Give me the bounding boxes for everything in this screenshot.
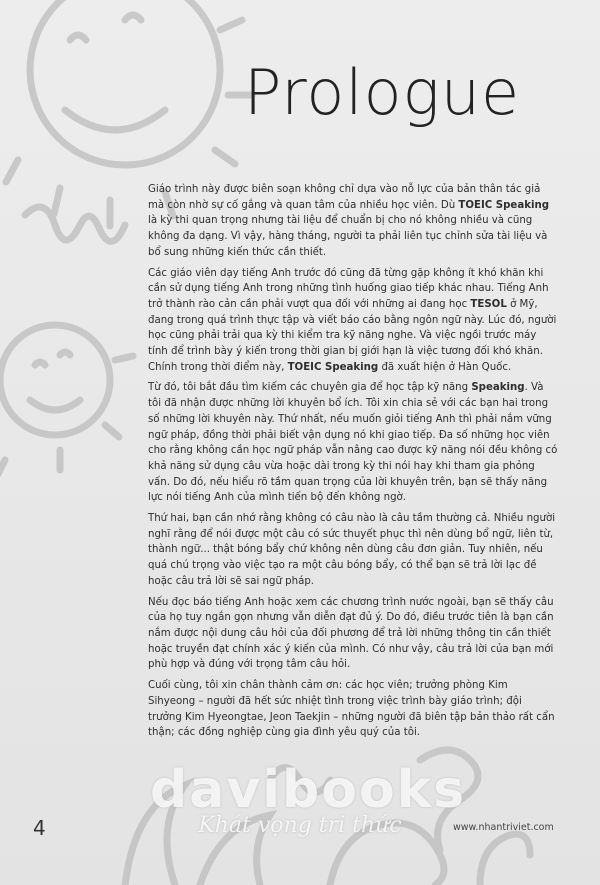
paragraph [148, 511, 558, 590]
text-run: đã xuất hiện ở Hàn Quốc. [378, 361, 512, 373]
text-run: là kỳ thi quan trọng nhưng tài liệu để chuẩn bị cho nó không nhiều và cũng không đa dạng. Vì vậy, hàng tháng, người ta phải liên tục chỉnh sửa tài liệu và bổ sung những kiến thức cần thiết. [148, 215, 548, 258]
paragraph [148, 678, 558, 741]
text-run: Các giáo viên dạy tiếng Anh trước đó cũng đã từng gặp không ít khó khăn khi cần sử dụng tiếng Anh trong những tình huống giao tiếp khác nhau. Tiếng Anh trở thành rào cản cần phải vượt qua đối với những ai đang học [148, 267, 549, 310]
text-run: Từ đó, tôi bắt đầu tìm kiếm các chuyên gia để học tập kỹ năng [148, 382, 472, 394]
watermark-slogan: Khát vọng tri thức [198, 813, 402, 838]
bold-term: TOEIC Speaking [287, 361, 379, 373]
page-title: Prologue [244, 56, 521, 129]
bold-term: Speaking [471, 382, 525, 394]
bold-term: TOEIC Speaking [458, 199, 550, 211]
text-run: Nếu đọc báo tiếng Anh hoặc xem các chương trình nước ngoài, bạn sẽ thấy câu của họ tuy ngắn gọn nhưng vẫn diễn đạt đủ ý. Do đó, điều trước tiên là bạn cần nắm được nội dung câu hỏi của đối phương để trả lời những thông tin cần thiết hoặc truyền đạt chính xác ý kiến của mình. Có như vậy, câu trả lời của bạn mới phù hợp và đúng với trọng tâm câu hỏi. [148, 596, 554, 671]
paragraph [148, 380, 558, 506]
text-run: ở Mỹ, đang trong quá trình thực tập và viết báo cáo bằng ngôn ngữ này. Lúc đó, người học cũng phải trải qua kỳ thi kiểm tra kỹ năng nghe. Và việc ngồi trước máy tính để trình bày ý kiến trong thời gian bị giới hạn là việc tương đối khó khăn. Chính trong thời điểm này, [148, 298, 557, 373]
bold-term: TESOL [470, 298, 507, 310]
page-number: 4 [33, 816, 46, 840]
watermark [150, 760, 467, 838]
prologue-body [148, 182, 558, 746]
paragraph [148, 182, 558, 261]
publisher-website[interactable]: www.nhantriviet.com [453, 822, 554, 833]
text-run: . Và tôi đã nhận được những lời khuyên bổ ích. Tôi xin chia sẻ với các bạn hai trong số những lời khuyên này. Thứ nhất, nếu muốn giỏi tiếng Anh thì phải nắm vững ngữ pháp, đồng thời phải biết vận dụng nó khi giao tiếp. Đa số những học viên cho rằng không cần học ngữ pháp vẫn nâng cao được kỹ năng nói đều không có khả năng sử dụng câu vừa hoặc dài trong kỳ thi nói hay khi tham gia phỏng vấn. Do đó, nếu hiểu rõ tầm quan trọng của lời khuyên trên, bạn sẽ thấy năng lực nói tiếng Anh của mình tiến bộ đến không ngờ. [148, 382, 558, 504]
paragraph [148, 595, 558, 674]
paragraph [148, 266, 558, 376]
text-run: Giáo trình này được biên soạn không chỉ dựa vào nỗ lực của bản thân tác giả mà còn nhờ sự cố gắng và quan tâm của nhiều học viên. Dù [148, 184, 541, 211]
watermark-brand: davibooks [150, 760, 467, 820]
text-run: Cuối cùng, tôi xin chân thành cảm ơn: các học viên; trưởng phòng Kim Sihyeong – người đã hết sức nhiệt tình trong việc trình bày giáo trình; đội trưởng Kim Hyeongtae, Jeon Taekjin – những người đã biên tập bản thảo rất cẩn thận; các đồng nghiệp cùng gia đình yêu quý của tôi. [148, 680, 555, 739]
text-run: Thứ hai, bạn cần nhớ rằng không có câu nào là câu tầm thường cả. Nhiều người nghĩ rằng để nói được một câu có sức thuyết phục thì nên dùng bổ ngữ, liên từ, thành ngữ... thật bóng bẩy chứ không nên dùng câu đơn giản. Tuy nhiên, nếu quá chú trọng vào việc tạo ra một câu bóng bẩy, có thể bạn sẽ trả lời lạc đề hoặc câu trả lời sẽ sai ngữ pháp. [148, 513, 556, 587]
